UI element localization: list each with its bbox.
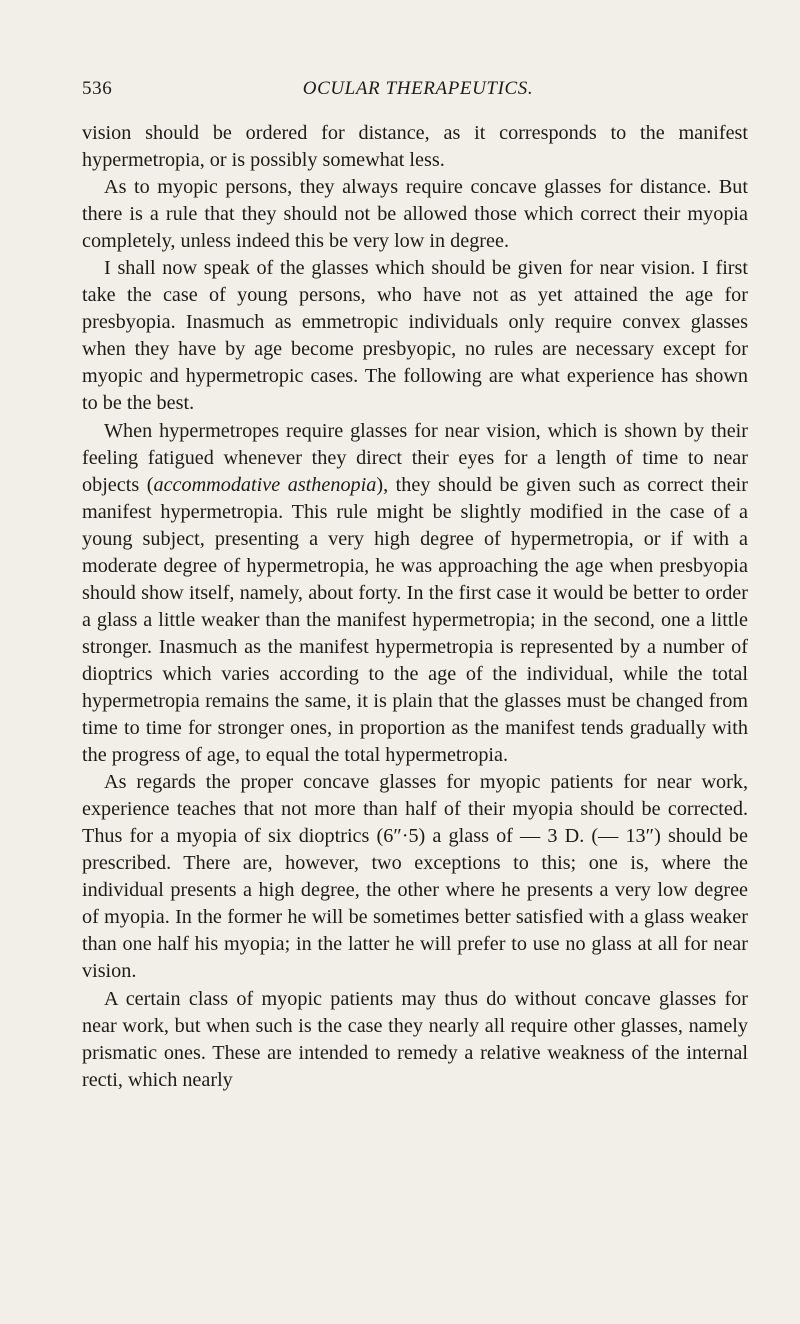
paragraph-3: I shall now speak of the glasses which should be given for near vision. I first take the case of young persons, who have not as yet attained the age for presbyopia. Inasmuch as emmetropic individuals only require convex glasses when they have by age become presbyopic, no rules are necessary except for myopic and hypermetropic cases. The following are what experience has shown to be the best. <box>82 257 748 415</box>
paragraph-4 <box>82 418 748 770</box>
paragraph-5: As regards the proper concave glasses for myopic patients for near work, experience teaches that not more than half of their myopia should be corrected. Thus for a myopia of six dioptrics (6″·5) a glass of — 3 D. (— 13″) should be prescribed. There are, however, two exceptions to this; one is, where the individual presents a high degree, the other where he presents a very low degree of myopia. In the former he will be sometimes better satisfied with a glass weaker than one half his myopia; in the latter he will prefer to use no glass at all for near vision. <box>82 771 748 983</box>
running-title: OCULAR THERAPEUTICS. <box>302 78 534 99</box>
running-head <box>82 78 748 112</box>
paragraph-6: A certain class of myopic patients may thus do without concave glasses for near work, but when such is the case they nearly all require other glasses, namely prismatic ones. These are intended to remedy a relative weakness of the internal recti, which nearly <box>82 987 748 1091</box>
paragraph-4-text-start: When hypermetropes require glasses for near vision, which is shown by their feeling fatigued whenever they direct their eyes for a length of time to near objects ( <box>82 419 748 496</box>
paragraph-4-text-end: ), they should be given such as correct their manifest hypermetropia. This rule might be slightly modified in the case of a young subject, presenting a very high degree of hypermetropia, or if with a moderate degree of hypermetropia, he was approaching the age when presbyopia should show itself, namely, about forty. In the first case it would be better to order a glass a little weaker than the manifest hypermetropia; in the second, one a little stronger. Inasmuch as the manifest hypermetropia is represented by a number of dioptrics which varies according to the age of the individual, while the total hypermetropia remains the same, it is plain that the glasses must be changed from time to time for stronger ones, in proportion as the manifest tends gradually with the progress of age, to equal the total hypermetropia. <box>82 473 749 767</box>
paragraph-1: vision should be ordered for distance, as it corresponds to the manifest hypermetropia, or is possibly somewhat less. <box>82 122 748 172</box>
page-number: 536 <box>82 78 113 99</box>
body-text <box>82 120 748 1094</box>
paragraph-2: As to myopic persons, they always require concave glasses for distance. But there is a rule that they should not be allowed those which correct their myopia completely, unless indeed this be very low in degree. <box>82 176 748 253</box>
paragraph-4-italic-term: accommodative asthenopia <box>153 473 377 496</box>
